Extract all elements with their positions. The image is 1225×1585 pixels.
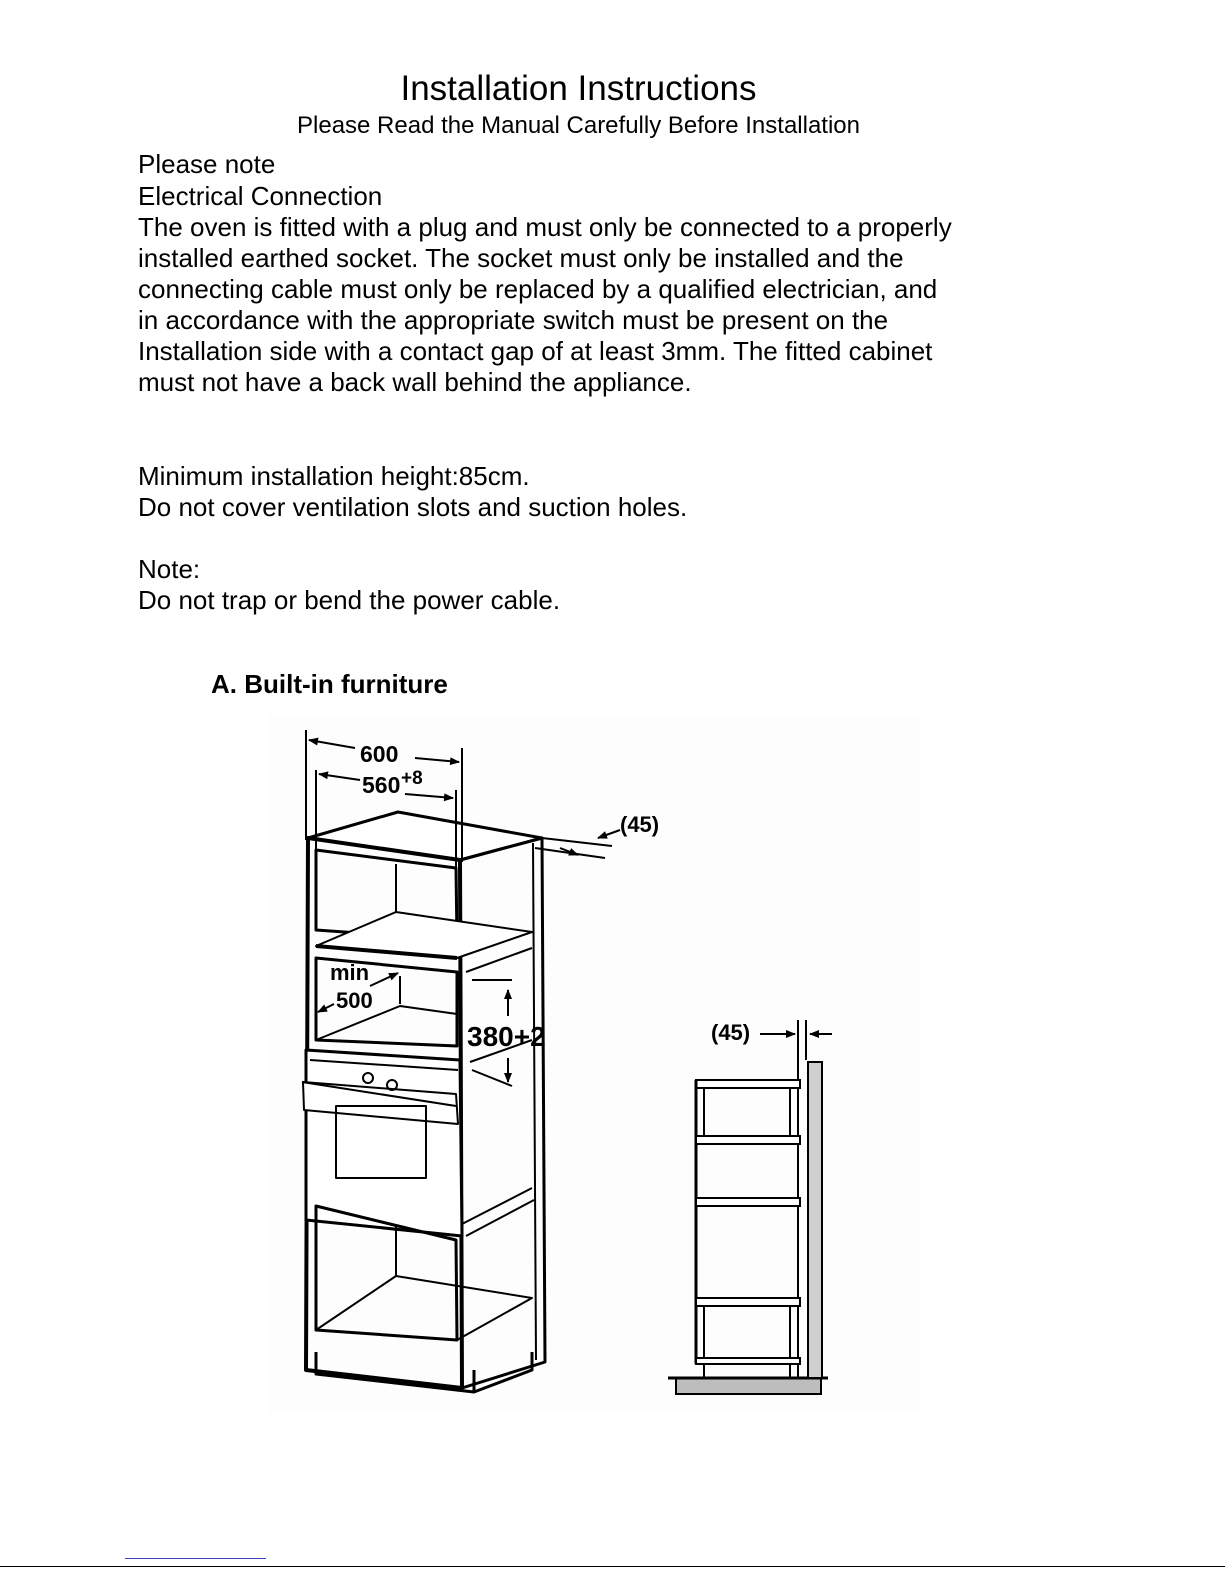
ventilation-line: Do not cover ventilation slots and suction holes. [138, 492, 688, 522]
note-heading: Please note [138, 149, 276, 179]
note-label: Note: [138, 554, 201, 584]
page-title: Installation Instructions [400, 69, 757, 108]
side-gap-label: (45) [711, 1020, 751, 1045]
width-inner-label: 560 [362, 772, 401, 798]
tall-cabinet [302, 812, 545, 1392]
top-gap-label: (45) [620, 812, 660, 837]
width-outer-label: 600 [360, 741, 399, 767]
paragraph-line: connecting cable must only be replaced by a qualified electrician, and [138, 274, 938, 304]
dimension-lines [306, 730, 620, 1086]
cable-line: Do not trap or bend the power cable. [138, 585, 561, 615]
footer-link-underline [125, 1558, 266, 1559]
niche-height-label: 380+2 [467, 1021, 546, 1052]
paragraph-line: installed earthed socket. The socket must only be installed and the [138, 243, 904, 273]
paragraph-line: Installation side with a contact gap of at least 3mm. The fitted cabinet [138, 336, 933, 366]
paragraph-line: in accordance with the appropriate switch must be present on the [138, 305, 889, 335]
min-depth-label: 500 [336, 988, 373, 1013]
page-subtitle: Please Read the Manual Carefully Before Installation [297, 112, 860, 139]
section-heading: A. Built-in furniture [211, 669, 448, 699]
electrical-heading: Electrical Connection [138, 181, 383, 211]
paragraph-line: The oven is fitted with a plug and must only be connected to a properly [138, 212, 952, 242]
side-view [668, 1020, 832, 1394]
min-label: min [330, 960, 370, 985]
min-height-line: Minimum installation height:85cm. [138, 461, 530, 491]
footer-rule [0, 1566, 1225, 1567]
paragraph-line: must not have a back wall behind the appliance. [138, 367, 692, 397]
width-inner-tolerance: +8 [401, 768, 423, 789]
